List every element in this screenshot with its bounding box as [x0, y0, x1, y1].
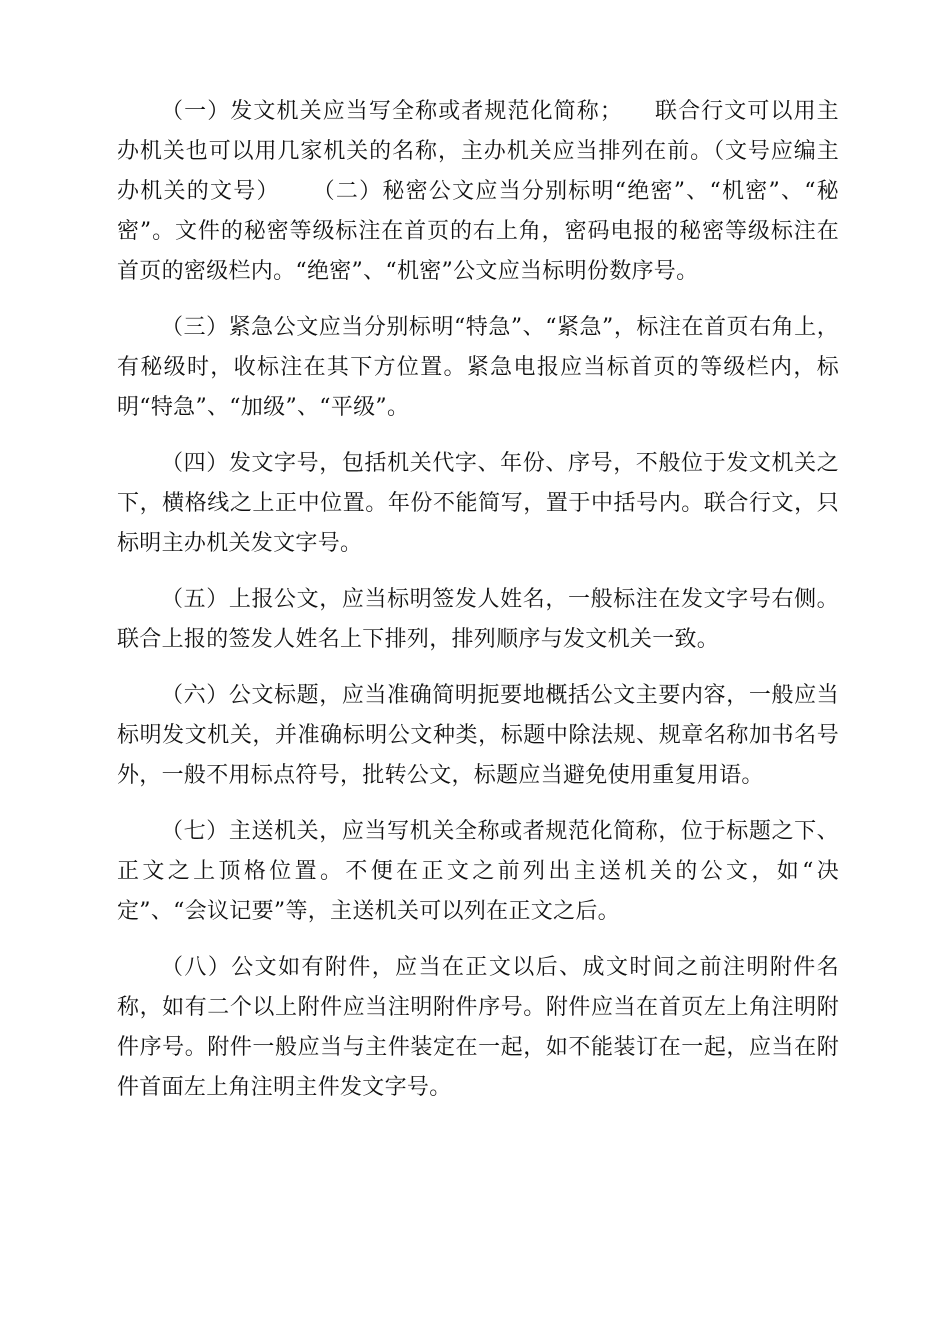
paragraph-3: [117, 444, 839, 564]
document-body: [117, 92, 839, 1124]
paragraph-6-text: （七）主送机关，应当写机关全称或者规范化简称，位于标题之下、正文之上顶格位置。不便在正文之前列出主送机关的公文，如“决定”、“会议记要”等，主送机关可以列在正文之后。: [117, 819, 839, 924]
paragraph-5-text: （六）公文标题，应当准确简明扼要地概括公文主要内容，一般应当标明发文机关，并准确标明公文种类，标题中除法规、规章名称加书名号外，一般不用标点符号，批转公文，标题应当避免使用重复用语。: [117, 683, 839, 788]
paragraph-1: [117, 92, 839, 292]
paragraph-4-text: （五）上报公文，应当标明签发人姓名，一般标注在发文字号右侧。联合上报的签发人姓名上下排列，排列顺序与发文机关一致。: [117, 587, 839, 652]
paragraph-6: [117, 812, 839, 932]
paragraph-2-text: （三）紧急公文应当分别标明“特急”、“紧急”，标注在首页右角上，有秘级时，收标注在其下方位置。紧急电报应当标首页的等级栏内，标明“特急”、“加级”、“平级”。: [117, 315, 839, 420]
paragraph-1-part-2: 联合行文可以用主办机关也可以用几家机关的名称，主办机关应当排列在前。（文号应编主办机关的文号）: [117, 99, 839, 204]
paragraph-4: [117, 580, 839, 660]
paragraph-7: [117, 948, 839, 1108]
paragraph-1-part-1: （一）发文机关应当写全称或者规范化简称；: [161, 99, 623, 124]
paragraph-7-text: （八）公文如有附件，应当在正文以后、成文时间之前注明附件名称，如有二个以上附件应当注明附件序号。附件应当在首页左上角注明附件序号。附件一般应当与主件装定在一起，如不能装订在一起，应当在附件首面左上角注明主件发文字号。: [117, 955, 839, 1100]
paragraph-2: [117, 308, 839, 428]
paragraph-3-text: （四）发文字号，包括机关代字、年份、序号，不般位于发文机关之下，横格线之上正中位置。年份不能简写，置于中括号内。联合行文，只标明主办机关发文字号。: [117, 451, 839, 556]
paragraph-1-part-3: （二）秘密公文应当分别标明“绝密”、“机密”、“秘密”。文件的秘密等级标注在首页的右上角，密码电报的秘密等级标注在首页的密级栏内。“绝密”、“机密”公文应当标明份数序号。: [117, 179, 839, 284]
paragraph-5: [117, 676, 839, 796]
